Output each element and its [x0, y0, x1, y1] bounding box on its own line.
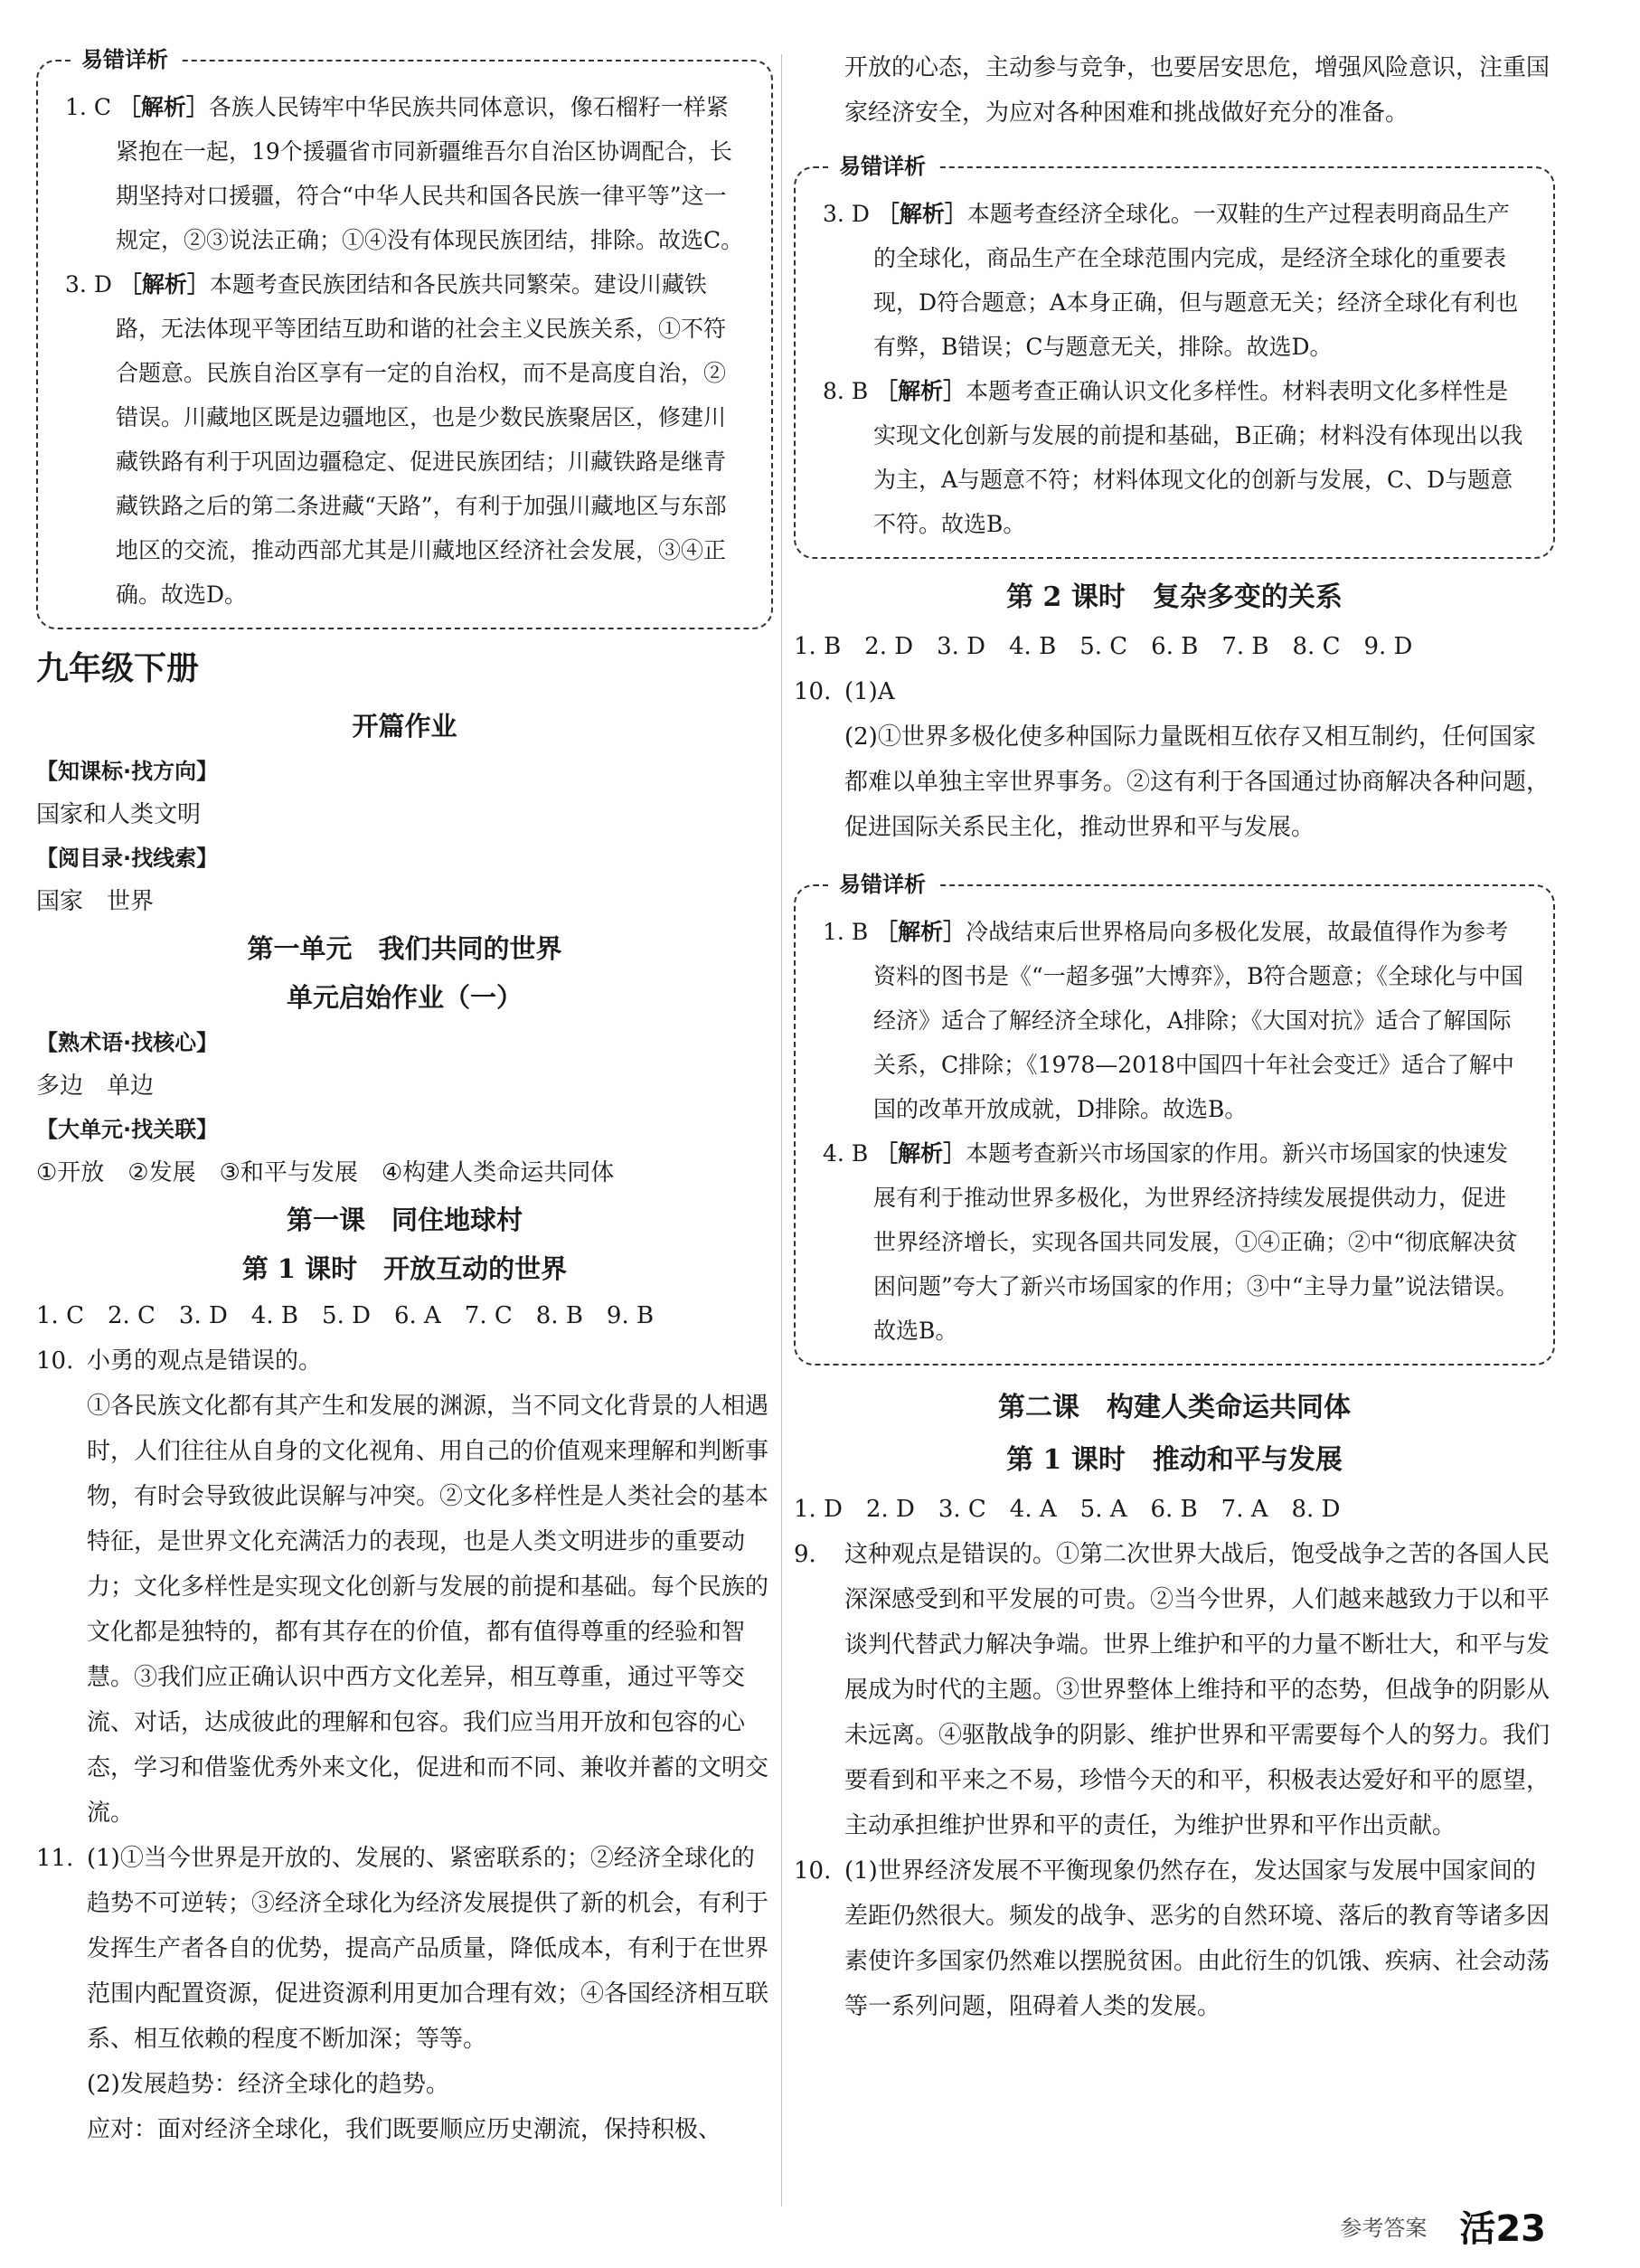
lesson-title: 第一课 同住地球村 [286, 1205, 523, 1235]
section-label: 【知课标·找方向】 [36, 759, 219, 784]
period-title: 第 1 课时 开放互动的世界 [241, 1253, 568, 1284]
box-item: 3. D ［解析］本题考查经济全球化。一双鞋的生产过程表明商品生产的全球化，商品生产在全球范围内完成，是经济全球化的重要表现，D符合题意；A本身正确，但与题意无关；经济全球化有利也有弊，B错误；C与题意无关，排除。故选D。 [823, 201, 1519, 360]
error-analysis-box-2 [794, 153, 1555, 559]
question-10b: 10. (1)世界经济发展不平衡现象仍然存在，发达国家与发展中国家间的差距仍然很大。频发的战争、恶劣的自然环境、落后的教育等诸多因素使许多国家仍然难以摆脱贫困。由此衍生的饥饿、疾病、社会动荡等一系列问题，阻碍着人类的发展。 [794, 1857, 1550, 2020]
answer-row: 1. B 2. D 3. D 4. B 5. C 6. B 7. B 8. C 9. D [794, 633, 1413, 660]
footer-label: 参考答案 [1340, 2216, 1428, 2241]
question-11-part2: (2)发展趋势：经济全球化的趋势。 [87, 2071, 449, 2098]
box-title: 易错详析 [828, 866, 937, 902]
opening-title: 开篇作业 [352, 711, 457, 742]
period-title: 第 1 课时 推动和平与发展 [1006, 1444, 1343, 1476]
section-content: 国家 世界 [36, 888, 155, 915]
section-content: 国家和人类文明 [36, 801, 202, 828]
question-11-part3: 应对：面对经济全球化，我们既要顺应历史潮流，保持积极、 [87, 2116, 722, 2143]
box-item: 4. B ［解析］本题考查新兴市场国家的作用。新兴市场国家的快速发展有利于推动世界多极化，为世界经济持续发展提供动力，促进世界经济增长，实现各国共同发展，①④正确；②中“彻底解决贫困问题”夸大了新兴市场国家的作用；③中“主导力量”说法错误。故选B。 [823, 1140, 1519, 1344]
box-item: 1. B ［解析］冷战结束后世界格局向多极化发展，故最值得作为参考资料的图书是《“一超多强”大博弈》，B符合题意；《全球化与中国经济》适合了解经济全球化，A排除；《大国对抗》适合了解国际关系，C排除；《1978—2018中国四十年社会变迁》适合了解中国的改革开放成就，D排除。故选B。 [823, 919, 1523, 1122]
grade-title: 九年级下册 [36, 650, 200, 687]
left-column [36, 45, 773, 2152]
box-item: 3. D ［解析］本题考查民族团结和各民族共同繁荣。建设川藏铁路，无法体现平等团结互助和谐的社会主义民族关系，①不符合题意。民族自治区享有一定的自治权，而不是高度自治，②错误。川藏地区既是边疆地区，也是少数民族聚居区，修建川藏铁路有利于巩固边疆稳定、促进民族团结；川藏铁路是继青藏铁路之后的第二条进藏“天路”，有利于加强川藏地区与东部地区的交流，推动西部尤其是川藏地区经济社会发展，③④正确。故选D。 [65, 271, 727, 608]
section-label: 【熟术语·找核心】 [36, 1030, 219, 1055]
question-10-body: ①各民族文化都有其产生和发展的渊源，当不同文化背景的人相遇时，人们往往从自身的文化视角、用自己的价值观来理解和判断事物，有时会导致彼此误解与冲突。②文化多样性是人类社会的基本特征，是世界文化充满活力的表现，也是人类文明进步的重要动力；文化多样性是实现文化创新与发展的前提和基础。每个民族的文化都是独特的，都有其存在的价值，都有值得尊重的经验和智慧。③我们应正确认识中西方文化差异，相互尊重，通过平等交流、对话，达成彼此的理解和包容。我们应当用开放和包容的心态，学习和借鉴优秀外来文化，促进和而不同、兼收并蓄的文明交流。 [87, 1393, 769, 1827]
page-number: 活23 [1459, 2208, 1546, 2250]
box-title: 易错详析 [828, 148, 937, 184]
answer-row: 1. C 2. C 3. D 4. B 5. D 6. A 7. C 8. B 9. B [36, 1302, 655, 1329]
unit-start-title: 单元启始作业（一） [286, 982, 523, 1013]
section-label: 【阅目录·找线索】 [36, 846, 219, 871]
question-10: 10. 小勇的观点是错误的。 [36, 1347, 323, 1375]
column-divider [781, 54, 782, 2207]
box-item: 1. C ［解析］各族人民铸牢中华民族共同体意识，像石榴籽一样紧紧抱在一起，19个援疆省市同新疆维吾尔自治区协调配合，长期坚持对口援疆，符合“中华人民共和国各民族一律平等”这一规定，②③说法正确；①④没有体现民族团结，排除。故选C。 [65, 94, 744, 253]
box-title: 易错详析 [71, 42, 179, 78]
section-label: 【大单元·找关联】 [36, 1117, 219, 1142]
right-column [794, 45, 1555, 2029]
lesson-title: 第二课 构建人类命运共同体 [998, 1392, 1351, 1423]
period-title: 第 2 课时 复杂多变的关系 [1006, 581, 1343, 613]
error-analysis-box-3 [794, 871, 1555, 1366]
section-content: ①开放 ②发展 ③和平与发展 ④构建人类命运共同体 [36, 1159, 615, 1186]
question-10: 10. (1)A [794, 678, 895, 705]
error-analysis-box-1 [36, 46, 773, 629]
page-footer [1340, 2200, 1546, 2252]
question-10-part2: (2)①世界多极化使多种国际力量既相互依存又相互制约，任何国家都难以单独主宰世界事务。②这有利于各国通过协商解决各种问题，促进国际关系民主化，推动世界和平与发展。 [844, 723, 1550, 841]
unit-title: 第一单元 我们共同的世界 [247, 933, 562, 964]
section-content: 多边 单边 [36, 1073, 155, 1100]
question-9: 9. 这种观点是错误的。①第二次世界大战后，饱受战争之苦的各国人民深深感受到和平发展的可贵。②当今世界，人们越来越致力于以和平谈判代替武力解决争端。世界上维护和平的力量不断壮大，和平与发展成为时代的主题。③世界整体上维持和平的态势，但战争的阴影从未远离。④驱散战争的阴影、维护世界和平需要每个人的努力。我们要看到和平来之不易，珍惜今天的和平，积极表达爱好和平的愿望，主动承担维护世界和平的责任，为维护世界和平作出贡献。 [794, 1541, 1550, 1839]
continued-text: 开放的心态，主动参与竞争，也要居安思危，增强风险意识，注重国家经济安全，为应对各种困难和挑战做好充分的准备。 [844, 54, 1550, 127]
box-item: 8. B ［解析］本题考查正确认识文化多样性。材料表明文化多样性是实现文化创新与发展的前提和基础，B正确；材料没有体现出以我为主，A与题意不符；材料体现文化的创新与发展，C、D与题意不符。故选B。 [823, 378, 1523, 537]
question-11: 11. (1)①当今世界是开放的、发展的、紧密联系的；②经济全球化的趋势不可逆转；③经济全球化为经济发展提供了新的机会，有利于发挥生产者各自的优势，提高产品质量，降低成本，有利于在世界范围内配置资源，促进资源利用更加合理有效；④各国经济相互联系、相互依赖的程度不断加深；等等。 [36, 1845, 769, 2053]
answer-row: 1. D 2. D 3. C 4. A 5. A 6. B 7. A 8. D [794, 1496, 1341, 1523]
